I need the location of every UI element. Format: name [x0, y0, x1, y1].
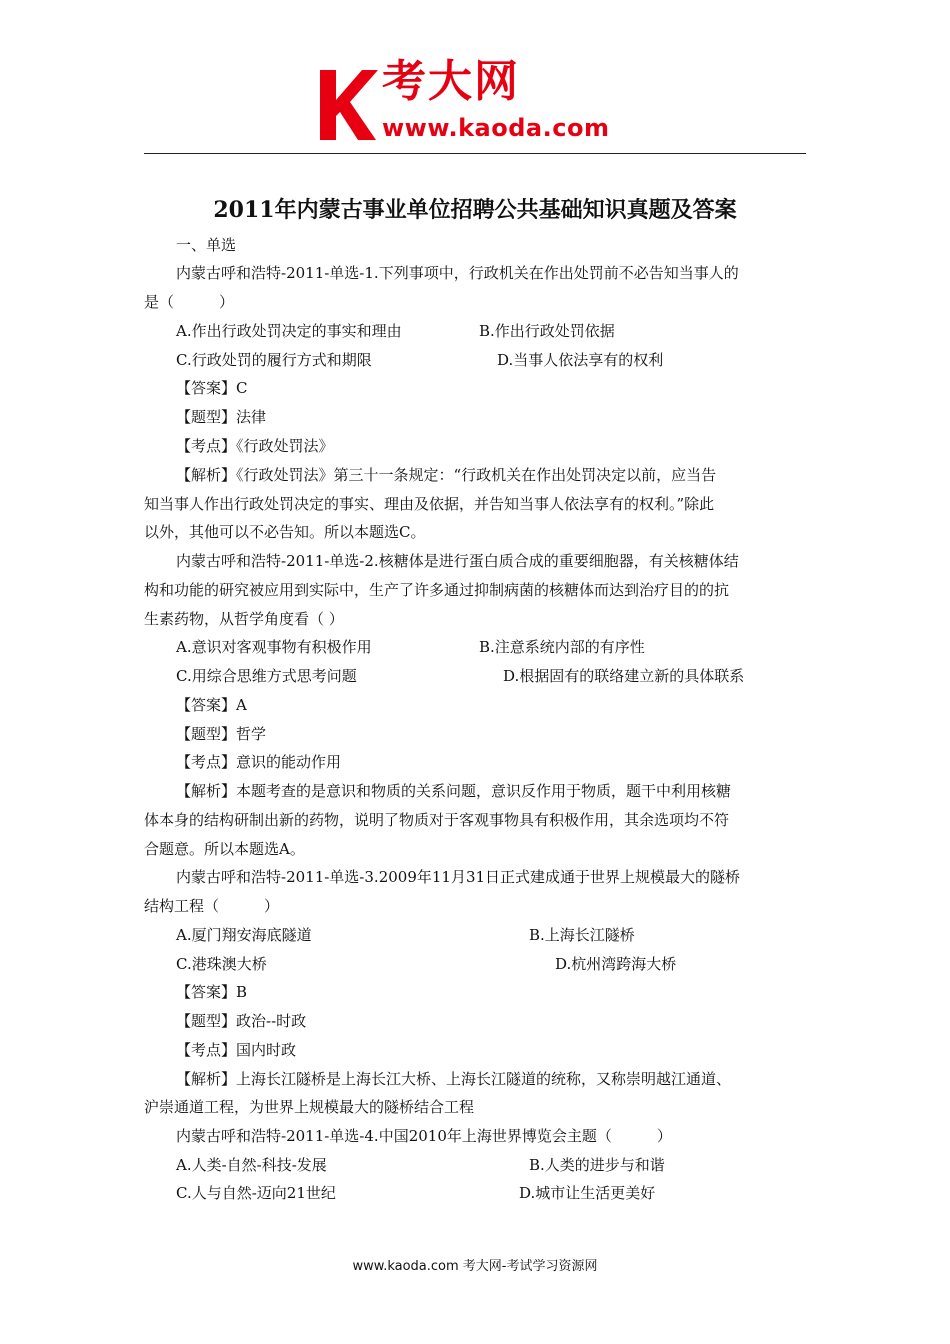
- question-1-option-c: C.行政处罚的履行方式和期限: [176, 351, 372, 369]
- question-2-type: 【题型】哲学: [176, 725, 267, 743]
- question-1-option-b: B.作出行政处罚依据: [479, 322, 615, 340]
- question-3-answer: 【答案】B: [176, 983, 248, 1001]
- page-footer: www.kaoda.com 考大网-考试学习资源网: [352, 1259, 598, 1274]
- question-2-answer: 【答案】A: [176, 696, 247, 714]
- question-2-option-c: C.用综合思维方式思考问题: [176, 667, 357, 685]
- question-3-option-b: B.上海长江隧桥: [529, 926, 635, 944]
- logo-url-text: www.kaoda.com: [382, 114, 610, 142]
- question-2-analysis-line-3: 合题意。所以本题选A。: [144, 840, 305, 858]
- question-2-point: 【考点】意识的能动作用: [176, 753, 342, 771]
- question-3-option-a: A.厦门翔安海底隧道: [176, 926, 312, 944]
- question-3-analysis-line-2: 沪崇通道工程，为世界上规模最大的隧桥结合工程: [144, 1098, 475, 1116]
- header-divider: [144, 153, 806, 154]
- logo-chinese-text: 考大网: [382, 56, 520, 107]
- question-3-type: 【题型】政治--时政: [176, 1012, 307, 1030]
- question-4-line-1: 内蒙古呼和浩特-2011-单选-4.中国2010年上海世界博览会主题（ ）: [176, 1127, 672, 1145]
- question-2-line-3: 生素药物，从哲学角度看（ ）: [144, 610, 344, 628]
- question-1-answer: 【答案】C: [176, 379, 248, 397]
- question-3-line-2: 结构工程（ ）: [144, 897, 280, 915]
- question-2-line-1: 内蒙古呼和浩特-2011-单选-2.核糖体是进行蛋白质合成的重要细胞器，有关核糖体结: [176, 552, 739, 570]
- question-1-type: 【题型】法律: [176, 408, 267, 426]
- question-1-analysis-line-3: 以外，其他可以不必告知。所以本题选C。: [144, 523, 426, 541]
- question-1-line-1: 内蒙古呼和浩特-2011-单选-1.下列事项中，行政机关在作出处罚前不必告知当事人的: [176, 264, 739, 282]
- question-3-point: 【考点】国内时政: [176, 1041, 297, 1059]
- page-title: 2011年内蒙古事业单位招聘公共基础知识真题及答案: [213, 197, 737, 223]
- question-3-line-1: 内蒙古呼和浩特-2011-单选-3.2009年11月31日正式建成通于世界上规模最大的隧桥: [176, 868, 741, 886]
- question-1-option-d: D.当事人依法享有的权利: [497, 351, 664, 369]
- question-4-option-c: C.人与自然-迈向21世纪: [176, 1184, 336, 1202]
- kaoda-logo: [318, 58, 648, 148]
- question-2-analysis-line-2: 体本身的结构研制出新的药物，说明了物质对于客观事物具有积极作用，其余选项均不符: [144, 811, 730, 829]
- question-2-option-d: D.根据固有的联络建立新的具体联系: [503, 667, 745, 685]
- question-4-option-d: D.城市让生活更美好: [519, 1184, 656, 1202]
- question-2-line-2: 构和功能的研究被应用到实际中，生产了许多通过抑制病菌的核糖体而达到治疗目的的抗: [144, 581, 730, 599]
- question-3-option-c: C.港珠澳大桥: [176, 955, 267, 973]
- question-2-option-b: B.注意系统内部的有序性: [479, 638, 645, 656]
- question-4-option-a: A.人类-自然-科技-发展: [176, 1156, 327, 1174]
- question-1-analysis-line-1: 【解析】《行政处罚法》第三十一条规定：“行政机关在作出处罚决定以前，应当告: [176, 466, 717, 484]
- question-1-option-a: A.作出行政处罚决定的事实和理由: [176, 322, 402, 340]
- question-3-analysis-line-1: 【解析】上海长江隧桥是上海长江大桥、上海长江隧道的统称，又称崇明越江通道、: [176, 1070, 732, 1088]
- question-1-analysis-line-2: 知当事人作出行政处罚决定的事实、理由及依据，并告知当事人依法享有的权利。”除此: [144, 495, 715, 513]
- section-heading: 一、单选: [176, 236, 237, 254]
- question-3-option-d: D.杭州湾跨海大桥: [555, 955, 677, 973]
- question-2-analysis-line-1: 【解析】本题考查的是意识和物质的关系问题，意识反作用于物质，题干中利用核糖: [176, 782, 732, 800]
- question-1-point: 【考点】《行政处罚法》: [176, 437, 334, 455]
- logo-k-mark: [318, 66, 380, 144]
- question-4-option-b: B.人类的进步与和谐: [529, 1156, 665, 1174]
- question-1-line-2: 是（ ）: [144, 293, 235, 311]
- question-2-option-a: A.意识对客观事物有积极作用: [176, 638, 372, 656]
